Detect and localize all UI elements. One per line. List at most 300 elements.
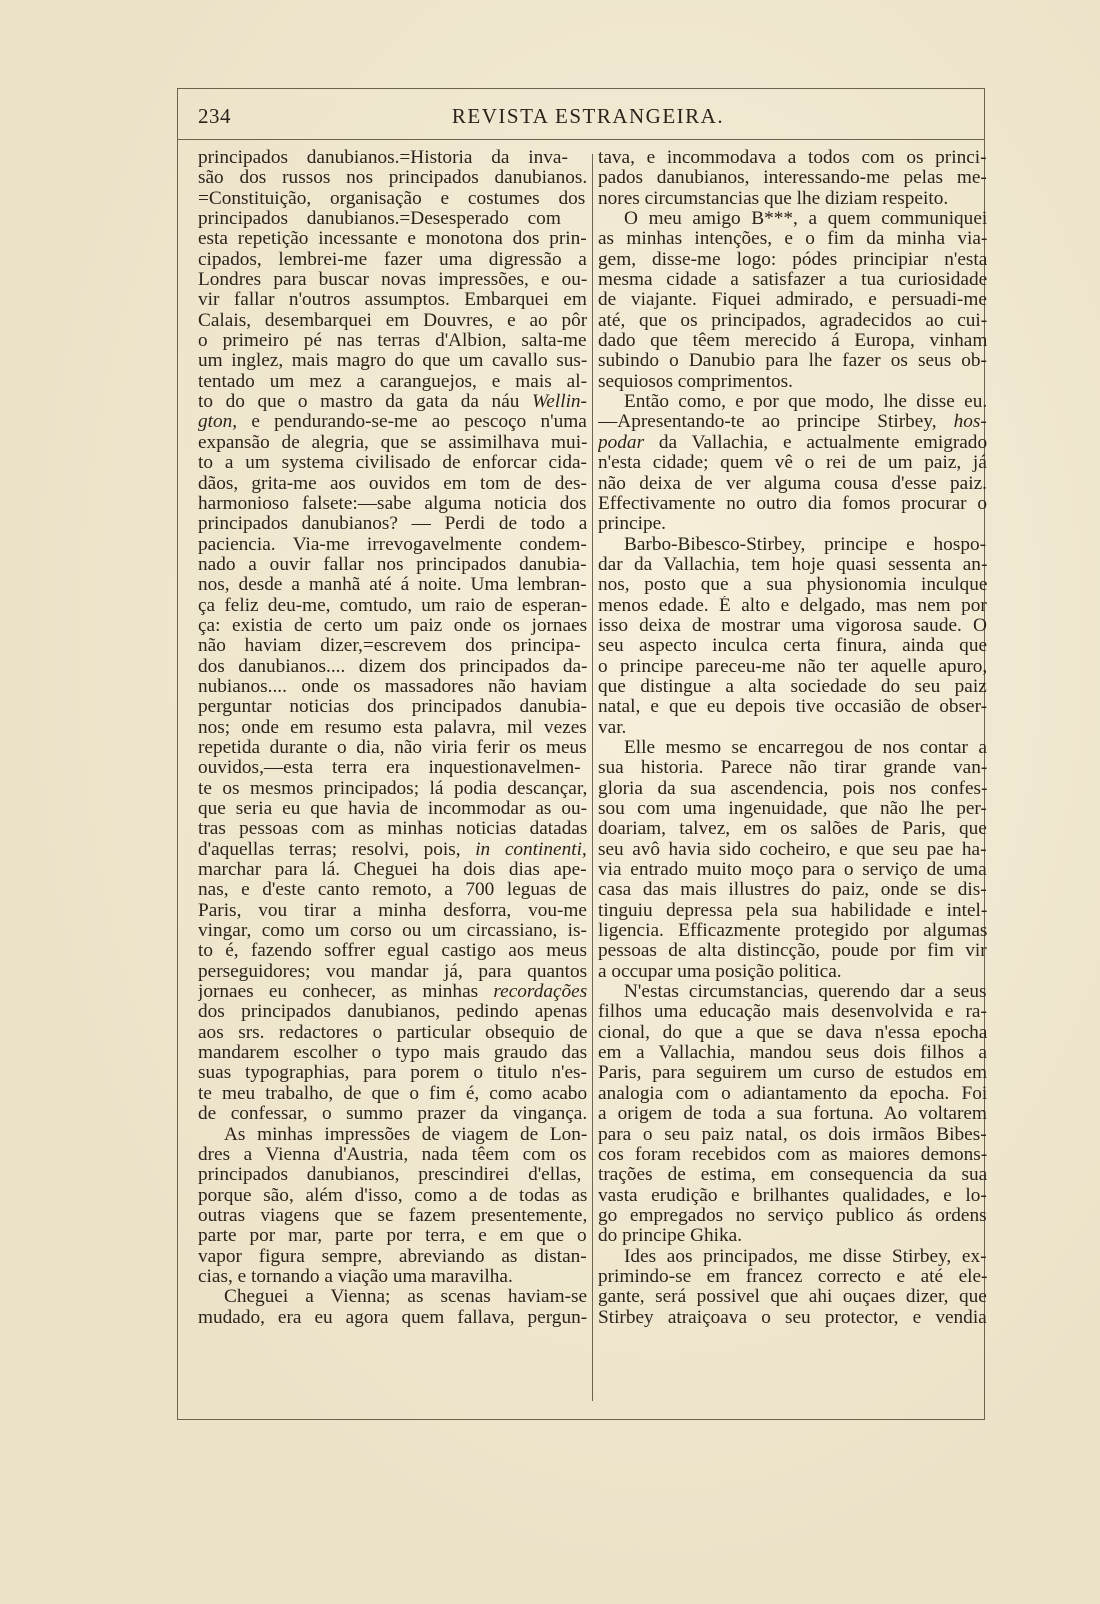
text-line-content [598,1023,987,1043]
text-segment: tentado um mez a caranguejos, e mais al- [198,371,587,392]
text-line [598,189,987,209]
text-line [198,229,587,249]
text-line [198,535,587,555]
text-segment: tras pessoas com as minhas noticias datadas [198,819,587,840]
text-line [598,901,987,921]
text-line-content [598,412,987,432]
text-line-content [598,1104,987,1124]
text-segment: to a um systema civilisado de enforcar cida- [198,453,587,474]
text-segment: vapor figura sempre, abreviando as distan- [198,1246,587,1267]
text-line [598,880,987,900]
text-line-content [198,229,587,249]
text-line-content [598,189,948,209]
text-line-content [198,962,587,982]
text-line-content [598,168,987,188]
text-line [598,758,987,778]
text-line-content [198,494,587,514]
text-segment: to do que o mastro da gata da náu [198,392,532,413]
text-line [598,779,987,799]
left-column [198,148,587,1328]
text-line [198,189,587,209]
text-line [198,1063,587,1083]
text-line [198,412,587,432]
italic-segment: recordações [493,982,587,1003]
text-segment: são dos russos nos principados danubianos. [198,168,587,189]
text-segment: nores circumstancias que lhe diziam respeito. [598,188,949,209]
text-segment: um inglez, mais magro do que um cavallo sus- [198,351,587,372]
text-segment: marchar para lá. Cheguei ha dois dias ape- [198,860,587,881]
text-line-content [598,819,987,839]
text-line [198,209,587,229]
text-segment: de confessar, o summo prazer da vingança. [198,1104,587,1125]
text-line [198,819,587,839]
text-line [598,1267,987,1287]
text-line-content [224,1125,587,1145]
text-segment: mesma cidade a satisfazer a tua curiosidade [598,270,987,291]
text-line-content [198,392,587,412]
text-line-content [598,1206,987,1226]
text-line [598,1308,987,1328]
text-line [598,412,987,432]
text-line [598,921,987,941]
text-segment: O meu amigo B***, a quem communiquei [624,209,987,230]
text-line [598,1063,987,1083]
text-line-content [198,1247,587,1267]
text-line-content [198,453,587,473]
running-title: REVISTA ESTRANGEIRA. [451,104,725,128]
text-segment: nado a ouvir fallar nos principados danubia- [198,554,587,575]
text-line [598,1206,987,1226]
text-line-content [598,840,987,860]
text-line-content [198,1043,587,1063]
text-segment: te os mesmos principados; lá podia descançar, [198,778,587,799]
text-segment: via entrado muito moço para o serviço de uma [598,860,987,881]
text-segment: dos principados danubianos, pedindo apenas [198,1002,587,1023]
text-segment: As minhas impressões de viagem de Lon- [224,1124,587,1145]
text-line-content [598,1308,987,1328]
text-segment: porque são, além d'isso, como a de todas as [198,1185,587,1206]
text-line-content [198,901,587,921]
text-segment: ça: existia de certo um paiz onde os jornaes [198,615,587,636]
text-line [598,1125,987,1145]
text-line-content [198,555,587,575]
text-line-content [198,1206,587,1226]
text-line-content [598,596,987,616]
text-segment: principe. [598,514,666,535]
text-line-content [198,616,587,636]
text-line-content [598,880,987,900]
text-segment: trações de estima, em consequencia da sua [598,1165,987,1186]
text-line-content [624,982,987,1002]
text-segment: Paris, para seguirem um curso de estudos em [598,1063,987,1084]
text-line-content [198,779,587,799]
text-line-content [598,636,987,656]
text-segment: n'esta cidade; quem vê o rei de um paiz, já [598,453,987,474]
text-segment: principados danubianos? — Perdi de todo a [198,514,587,535]
text-line [198,1084,587,1104]
text-segment: outras viagens que se fazem presentemente, [198,1205,587,1226]
text-line-content [198,1063,587,1083]
text-segment: sou com uma ingenuidade, que não lhe per- [598,799,987,819]
text-segment: filhos uma educação mais desenvolvida e ra- [598,1002,987,1023]
text-segment: casa das mais illustres do paiz, onde se dis- [598,880,987,901]
text-line-content [198,1308,587,1328]
right-column [598,148,987,1328]
text-line [198,1267,587,1287]
text-segment: N'estas circumstancias, querendo dar a seus [624,982,987,1003]
text-line [598,1165,987,1185]
text-line [198,453,587,473]
text-line [598,453,987,473]
text-segment: as minhas intenções, e o fim da minha via- [598,229,987,250]
text-line [598,962,987,982]
text-line [598,697,987,717]
text-line-content [198,331,586,351]
text-segment: vasta erudição e brilhantes qualidades, e lo- [598,1185,987,1206]
text-segment: to é, fazendo soffrer egual castigo aos meus [198,941,587,962]
italic-segment: gton, [198,412,238,433]
text-line-content [598,962,842,982]
text-line-content [198,290,587,310]
text-line-content [198,412,587,432]
text-segment: dres a Vienna d'Austria, nada têem com os [198,1144,587,1165]
text-segment: sua historia. Parece não tirar grande van- [598,758,987,779]
text-line [198,290,587,310]
text-line [198,1226,587,1246]
text-segment: até, que os principados, agradecidos ao cui- [598,310,987,331]
text-segment: a occupar uma posição politica. [598,961,842,982]
text-segment: menos edade. É alto e delgado, mas nem por [598,595,987,616]
text-line [198,718,587,738]
text-line [198,982,587,1002]
text-line [198,1165,587,1185]
text-line [198,677,587,697]
text-segment: dar da Vallachia, tem hoje quasi sessenta an- [598,554,987,575]
text-line-content [198,1165,581,1185]
text-line-content [598,1084,987,1104]
text-segment: principados danubianos, prescindirei d'ellas, [198,1165,582,1186]
text-line-content [598,1226,742,1246]
text-segment: paciencia. Via-me irrevogavelmente condem- [198,534,587,555]
text-line-content [624,738,987,758]
text-line [198,779,587,799]
text-segment: seu avô havia sido cocheiro, e que seu pae ha- [598,839,987,860]
text-segment: cos foram recebidos com as maiores demons- [598,1144,987,1165]
italic-segment: podar [598,432,645,453]
text-line [598,982,987,1002]
text-line-content [598,941,987,961]
text-line-content [598,758,987,778]
text-segment: cipados, lembrei-me fazer uma digressão a [198,249,587,270]
text-line-content [198,372,587,392]
text-line [198,474,587,494]
text-segment: analogia com o adiantamento da epocha. Foi [598,1083,987,1104]
text-line-content [198,575,587,595]
text-line [598,209,987,229]
text-line-content [198,697,587,717]
text-line [598,474,987,494]
italic-segment: hos- [953,412,987,433]
text-line-content [598,1043,987,1063]
text-segment: em a Vallachia, mandou seus dois filhos a [598,1043,987,1064]
text-line-content [598,677,987,697]
text-segment: Ides aos principados, me disse Stirbey, ex- [624,1246,987,1267]
text-line-content [598,1165,987,1185]
text-line [598,1002,987,1022]
text-line [198,514,587,534]
text-line-content [598,1145,987,1165]
text-segment: Effectivamente no outro dia fomos procurar o [598,493,987,514]
text-segment: que distingue a alta sociedade do seu paiz [598,676,987,697]
text-line [198,494,587,514]
text-segment: nas, e d'este canto remoto, a 700 leguas de [198,880,587,901]
text-line [198,840,587,860]
text-line [598,840,987,860]
text-line [198,921,587,941]
text-line-content [598,290,987,310]
text-line [598,250,987,270]
text-segment: primindo-se em francez correcto e até ele- [598,1266,987,1287]
text-line [598,555,987,575]
text-line [198,1043,587,1063]
text-line-content [198,1267,513,1287]
text-line [598,1287,987,1307]
text-line-content [598,453,987,473]
text-line [198,270,587,290]
text-line-content [198,351,587,371]
text-line-content [598,229,987,249]
text-line [198,1287,587,1307]
text-line [198,901,587,921]
text-line [598,1043,987,1063]
text-line [198,860,587,880]
text-line-content [598,860,987,880]
text-line [598,433,987,453]
text-segment: var. [598,717,627,738]
text-line [598,616,987,636]
text-line-content [624,209,987,229]
text-segment: nubianos.... onde os massadores não haviam [198,676,587,697]
text-line [198,1308,587,1328]
text-line [198,555,587,575]
text-segment: natal, e que eu depois tive occasião de obser- [598,697,987,718]
text-line [598,535,987,555]
text-segment: perseguidores; vou mandar já, para quantos [198,961,587,982]
text-segment: te meu trabalho, de que o fim é, como acabo [198,1083,587,1104]
text-line [198,1023,587,1043]
text-segment: seu aspecto inculca certa finura, ainda que [598,636,987,657]
text-line [198,392,587,412]
text-line [598,718,987,738]
text-segment: Então como, e por que modo, lhe disse eu. [624,392,987,413]
text-segment: Elle mesmo se encarregou de nos contar a [624,737,987,758]
text-segment: dado que têem merecido á Europa, vinham [598,331,987,352]
text-line [598,351,987,371]
text-line-content [198,982,587,1002]
text-line-content [198,514,587,534]
italic-segment: in continenti, [475,839,587,860]
text-line-content [598,718,626,738]
text-segment: não haviam dizer,=escrevem dos principa- [198,636,581,657]
text-segment: que seria eu que havia de incommodar as ou- [198,799,587,819]
text-line [598,596,987,616]
text-line [598,290,987,310]
text-line-content [598,494,987,514]
text-segment: ligencia. Efficazmente protegido por algumas [598,921,987,942]
text-line-content [598,901,987,921]
text-line [198,1002,587,1022]
text-line [198,351,587,371]
text-line-content [198,758,581,778]
text-line-content [198,677,587,697]
text-line [198,962,587,982]
text-line-content [624,535,986,555]
text-line-content [198,535,587,555]
text-segment: dãos, grita-me aos ouvidos em tom de des- [198,473,587,494]
text-line [598,514,987,534]
text-segment: a origem de toda a sua fortuna. Ao voltarem [598,1104,987,1125]
text-line-content [598,1125,987,1145]
text-segment: nos, desde a manhã até á noite. Uma lembran- [198,575,587,596]
text-line-content [598,1267,987,1287]
text-line-content [198,1145,586,1165]
text-line-content [198,1002,587,1022]
page-header [198,104,978,134]
text-line-content [198,148,568,168]
text-segment: de viajante. Fiquei admirado, e persuadi-me [598,290,987,311]
text-segment: parte por mar, parte por terra, e em que o [198,1226,587,1247]
text-line-content [198,1226,587,1246]
text-line [598,494,987,514]
text-segment: gem, disse-me logo: pódes principiar n'esta [598,249,987,270]
header-rule [178,139,984,140]
text-line-content [198,474,587,494]
text-segment: cias, e tornando a viação uma maravilha. [198,1266,513,1287]
text-line [598,1186,987,1206]
text-line-content [198,718,587,738]
text-line [198,331,587,351]
text-line-content [598,311,987,331]
text-line [198,311,587,331]
text-line-content [598,474,987,494]
text-line-content [624,1247,987,1267]
text-segment: d'aquellas terras; resolvi, pois, [198,839,476,860]
text-line-content [598,697,987,717]
text-line [598,1247,987,1267]
text-line-content [198,250,587,270]
text-segment: isso deixa de mostrar uma vigorosa saude. O [598,615,987,636]
text-line [598,1084,987,1104]
text-line-content [198,209,561,229]
text-segment: Stirbey atraiçoava o seu protector, e vendia [598,1307,987,1328]
text-line [598,270,987,290]
text-segment: mudado, era eu agora quem fallava, pergun- [198,1307,587,1328]
text-line-content [198,860,587,880]
text-line [198,1104,587,1124]
text-line-content [198,941,587,961]
text-segment: Paris, vou tirar a minha desforra, vou-me [198,900,587,921]
text-line [198,636,587,656]
text-line-content [598,514,666,534]
text-line [198,1186,587,1206]
text-line [598,636,987,656]
text-line-content [598,1287,987,1307]
text-segment: aos srs. redactores o particular obsequio de [198,1022,587,1043]
text-line [198,738,587,758]
text-line-content [198,189,585,209]
text-line [198,596,587,616]
text-segment: tinguiu depressa pela sua habilidade e intel- [598,900,987,921]
text-line [598,1104,987,1124]
text-segment: dos danubianos.... dizem dos principados da- [198,656,587,677]
text-line [198,758,587,778]
text-line [598,941,987,961]
text-line [198,880,587,900]
text-segment: mandarem escolher o typo mais graudo das [198,1043,587,1064]
text-line-content [598,351,987,371]
text-segment: gante, será possivel que ahi ouçaes dizer, que [598,1287,987,1308]
text-line-content [198,738,587,758]
text-line-content [198,1023,587,1043]
text-line [598,799,987,819]
text-line [598,229,987,249]
text-segment: jornaes eu conhecer, as minhas [198,982,494,1003]
text-line [198,1125,587,1145]
text-segment: o principe pareceu-me não ter aquelle apuro, [598,656,987,677]
text-line [198,1145,587,1165]
text-line [198,433,587,453]
text-line-content [198,880,587,900]
text-segment: Calais, desembarquei em Douvres, e ao pôr [198,310,587,331]
text-segment: para o seu paiz natal, os dois irmãos Bibes- [598,1124,987,1145]
text-line-content [598,657,987,677]
text-segment: esta repetição incessante e monotona dos prin- [198,229,587,250]
text-line-content [598,1186,987,1206]
text-segment: repetida durante o dia, não viria ferir os meus [198,737,587,758]
text-line [198,941,587,961]
text-line-content [198,596,587,616]
text-line-content [598,575,987,595]
text-line [198,1247,587,1267]
text-segment: nos, posto que a sua physionomia inculque [598,575,987,596]
text-line-content [598,921,987,941]
text-segment: pessoas de alta distincção, poude por fim vir [598,941,987,962]
text-segment: =Constituição, organisação e costumes dos [198,188,586,209]
text-line-content [598,1002,987,1022]
text-line [598,1145,987,1165]
text-line [598,657,987,677]
text-segment: perguntar noticias dos principados danubia- [198,697,587,718]
text-line-content [198,657,587,677]
text-segment: Londres para buscar novas impressões, e ou- [198,270,587,291]
text-segment: Barbo-Bibesco-Stirbey, principe e hospo- [624,534,987,555]
text-line-content [598,270,987,290]
text-line-content [598,433,987,453]
text-line [198,697,587,717]
text-line-content [198,799,587,819]
text-line [598,148,987,168]
text-line [198,616,587,636]
text-segment: suas typographias, para porem o titulo n'es- [198,1063,587,1084]
text-line-content [598,372,793,392]
text-segment: o primeiro pé nas terras d'Albion, salta-me [198,331,587,352]
text-line [598,1226,987,1246]
text-line-content [224,1287,587,1307]
text-line-content [198,433,587,453]
text-segment: vingar, como um corso ou um circassiano, is- [198,921,587,942]
text-segment: harmonioso falsete:—sabe alguma noticia dos [198,493,587,514]
text-line [198,799,587,819]
